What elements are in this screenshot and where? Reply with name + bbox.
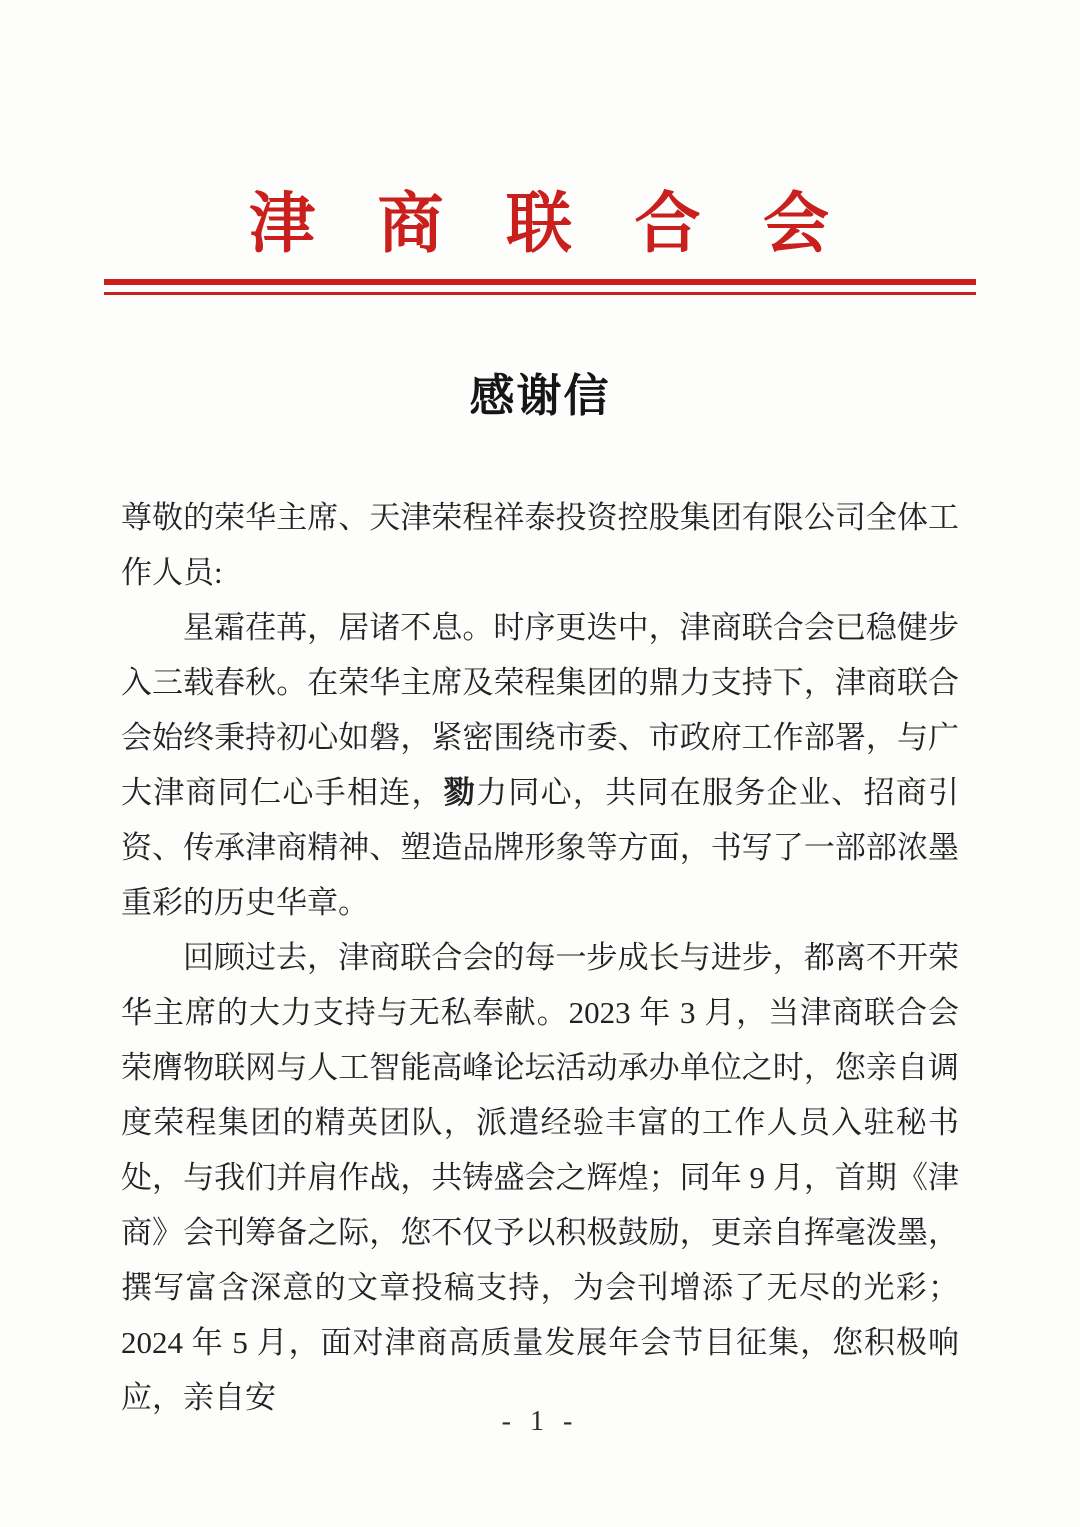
page-number: - 1 - — [501, 1406, 579, 1437]
letterhead-double-rule — [104, 279, 976, 295]
letter-body — [121, 490, 959, 1425]
letterhead-rule-thick — [104, 279, 976, 285]
paragraph-opening-text-1: 星霜荏苒，居诸不息。时序更迭中，津商联合会已稳健步入三载春秋。在荣华主席及荣程集团的鼎力支持下，津商联合会始终秉持初心如磐，紧密围绕市委、市政府工作部署，与广大津商同仁心手相连， — [121, 610, 959, 811]
paragraph-opening — [121, 600, 959, 930]
letter-title: 感谢信 — [469, 371, 611, 422]
paragraph-opening-emphasis-char: 勠 — [443, 775, 477, 811]
letterhead-org-name: 津 商 联 合 会 — [249, 188, 831, 261]
letterhead-rule-thin — [104, 292, 976, 295]
paragraph-review: 回顾过去，津商联合会的每一步成长与进步，都离不开荣华主席的大力支持与无私奉献。2023 年 3 月，当津商联合会荣膺物联网与人工智能高峰论坛活动承办单位之时，您亲自调度荣程集团的精英团队，派遣经验丰富的工作人员入驻秘书处，与我们并肩作战，共铸盛会之辉煌；同年 9 月，首期《津商》会刊筹备之际，您不仅予以积极鼓励，更亲自挥毫泼墨，撰写富含深意的文章投稿支持，为会刊增添了无尽的光彩；2024 年 5 月，面对津商高质量发展年会节目征集，您积极响应，亲自安 — [121, 940, 959, 1416]
paragraph-opening-text-2: 力同心，共同在服务企业、招商引资、传承津商精神、塑造品牌形象等方面，书写了一部部浓墨重彩的历史华章。 — [121, 775, 960, 921]
salutation-line: 尊敬的荣华主席、天津荣程祥泰投资控股集团有限公司全体工作人员: — [121, 500, 959, 591]
